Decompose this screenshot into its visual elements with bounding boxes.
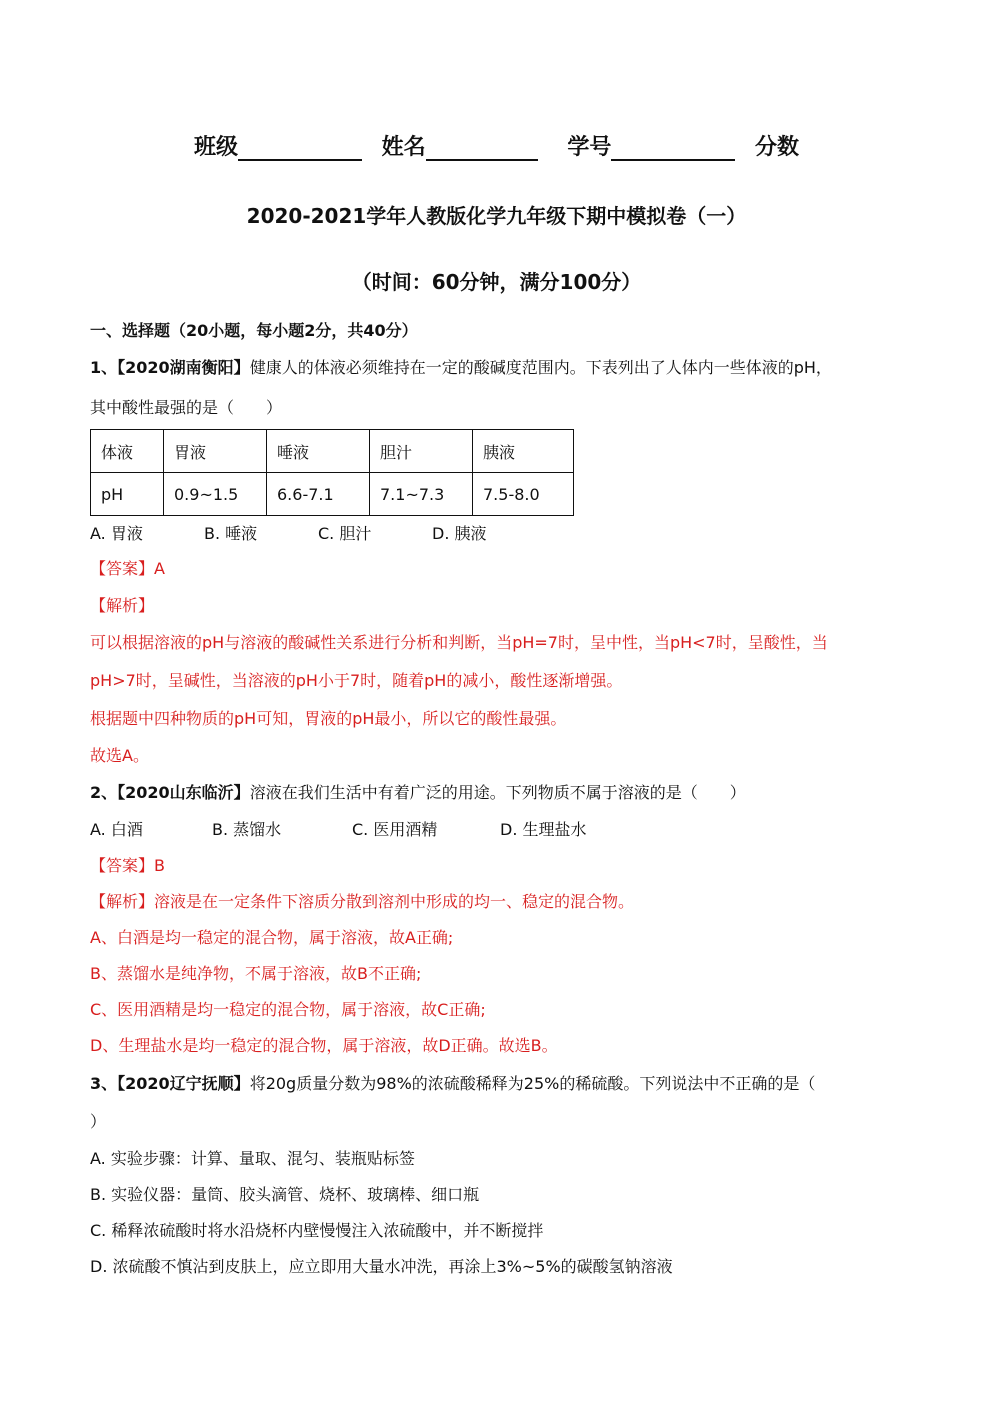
table-row — [91, 473, 574, 516]
q2-option-a: A. 白酒 — [90, 820, 143, 839]
number-blank[interactable] — [611, 133, 735, 161]
q3-option-b: B. 实验仪器：量筒、胶头滴管、烧杯、玻璃棒、细口瓶 — [90, 1185, 480, 1204]
q2-analysis-line-b: B、蒸馏水是纯净物，不属于溶液，故B不正确; — [90, 964, 422, 983]
section-heading: 一、选择题（20小题，每小题2分，共40分） — [90, 321, 418, 340]
q1-option-b: B. 唾液 — [204, 524, 258, 543]
q2-analysis-line-a: A、白酒是均一稳定的混合物，属于溶液，故A正确; — [90, 928, 454, 947]
q2-stem — [90, 780, 746, 803]
number-label: 学号 — [567, 135, 612, 160]
q3-option-c: C. 稀释浓硫酸时将水沿烧杯内壁慢慢注入浓硫酸中，并不断搅拌 — [90, 1221, 544, 1240]
q1-option-a: A. 胃液 — [90, 524, 143, 543]
exam-title: 2020-2021学年人教版化学九年级下期中模拟卷（一） — [246, 204, 747, 228]
q2-option-d: D. 生理盐水 — [500, 820, 587, 839]
table-cell: 体液 — [91, 430, 164, 473]
table-row — [91, 430, 574, 473]
q3-source: 【2020辽宁抚顺】 — [117, 1074, 250, 1093]
q1-option-c: C. 胆汁 — [318, 524, 372, 543]
q3-option-a: A. 实验步骤：计算、量取、混匀、装瓶贴标签 — [90, 1149, 415, 1168]
table-cell: 7.5-8.0 — [473, 473, 574, 516]
table-cell: 6.6-7.1 — [267, 473, 370, 516]
q3-number: 3、 — [90, 1074, 118, 1093]
q1-analysis-line-2: pH>7时，呈碱性，当溶液的pH小于7时，随着pH的减小，酸性逐渐增强。 — [90, 671, 623, 690]
q1-answer: 【答案】A — [90, 559, 165, 578]
exam-subtitle: （时间：60分钟，满分100分） — [351, 270, 642, 294]
q2-option-b: B. 蒸馏水 — [212, 820, 282, 839]
q1-analysis-label: 【解析】 — [90, 596, 155, 615]
table-cell: 胆汁 — [370, 430, 473, 473]
q2-source: 【2020山东临沂】 — [117, 783, 250, 802]
q2-analysis-line-d: D、生理盐水是均一稳定的混合物，属于溶液，故D正确。故选B。 — [90, 1036, 558, 1055]
q2-stem-text: 溶液在我们生活中有着广泛的用途。下列物质不属于溶液的是（ ） — [249, 783, 746, 802]
q3-stem-line-2: ） — [90, 1112, 107, 1131]
q2-analysis-intro: 【解析】溶液是在一定条件下溶质分散到溶剂中形成的均一、稳定的混合物。 — [90, 892, 635, 911]
q1-stem-line-2: 其中酸性最强的是（ ） — [90, 398, 283, 417]
table-cell: pH — [91, 473, 164, 516]
q1-source: 【2020湖南衡阳】 — [117, 358, 250, 377]
q2-number: 2、 — [90, 783, 118, 802]
name-label: 姓名 — [381, 135, 426, 160]
q3-stem-a: 将20g质量分数为98%的浓硫酸稀释为25%的稀硫酸。下列说法中不正确的是（ — [249, 1074, 816, 1093]
name-blank[interactable] — [426, 133, 538, 161]
q1-stem-line-1 — [90, 355, 832, 378]
q1-analysis-line-3: 根据题中四种物质的pH可知，胃液的pH最小，所以它的酸性最强。 — [90, 709, 567, 728]
q2-answer: 【答案】B — [90, 856, 165, 875]
q2-option-c: C. 医用酒精 — [352, 820, 438, 839]
class-label: 班级 — [193, 135, 238, 160]
q2-options — [90, 817, 587, 840]
q1-analysis-line-1: 可以根据溶液的pH与溶液的酸碱性关系进行分析和判断，当pH=7时，呈中性，当pH<7时，呈酸性，当 — [90, 633, 828, 652]
table-cell: 胃液 — [164, 430, 267, 473]
q1-number: 1、 — [90, 358, 118, 377]
q1-conclusion: 故选A。 — [90, 746, 149, 765]
ph-table — [90, 429, 574, 516]
class-blank[interactable] — [238, 133, 362, 161]
q3-option-d: D. 浓硫酸不慎沾到皮肤上，应立即用大量水冲洗，再涂上3%~5%的碳酸氢钠溶液 — [90, 1257, 673, 1276]
table-cell: 唾液 — [267, 430, 370, 473]
q1-stem-a: 健康人的体液必须维持在一定的酸碱度范围内。下表列出了人体内一些体液的pH， — [249, 358, 832, 377]
table-cell: 0.9~1.5 — [164, 473, 267, 516]
q2-analysis-line-c: C、医用酒精是均一稳定的混合物，属于溶液，故C正确; — [90, 1000, 486, 1019]
table-cell: 7.1~7.3 — [370, 473, 473, 516]
table-cell: 胰液 — [473, 430, 574, 473]
score-label: 分数 — [755, 135, 800, 160]
q1-options — [90, 521, 487, 544]
student-info-line — [0, 130, 993, 161]
q1-option-d: D. 胰液 — [432, 524, 487, 543]
q3-stem-line-1 — [90, 1071, 815, 1094]
